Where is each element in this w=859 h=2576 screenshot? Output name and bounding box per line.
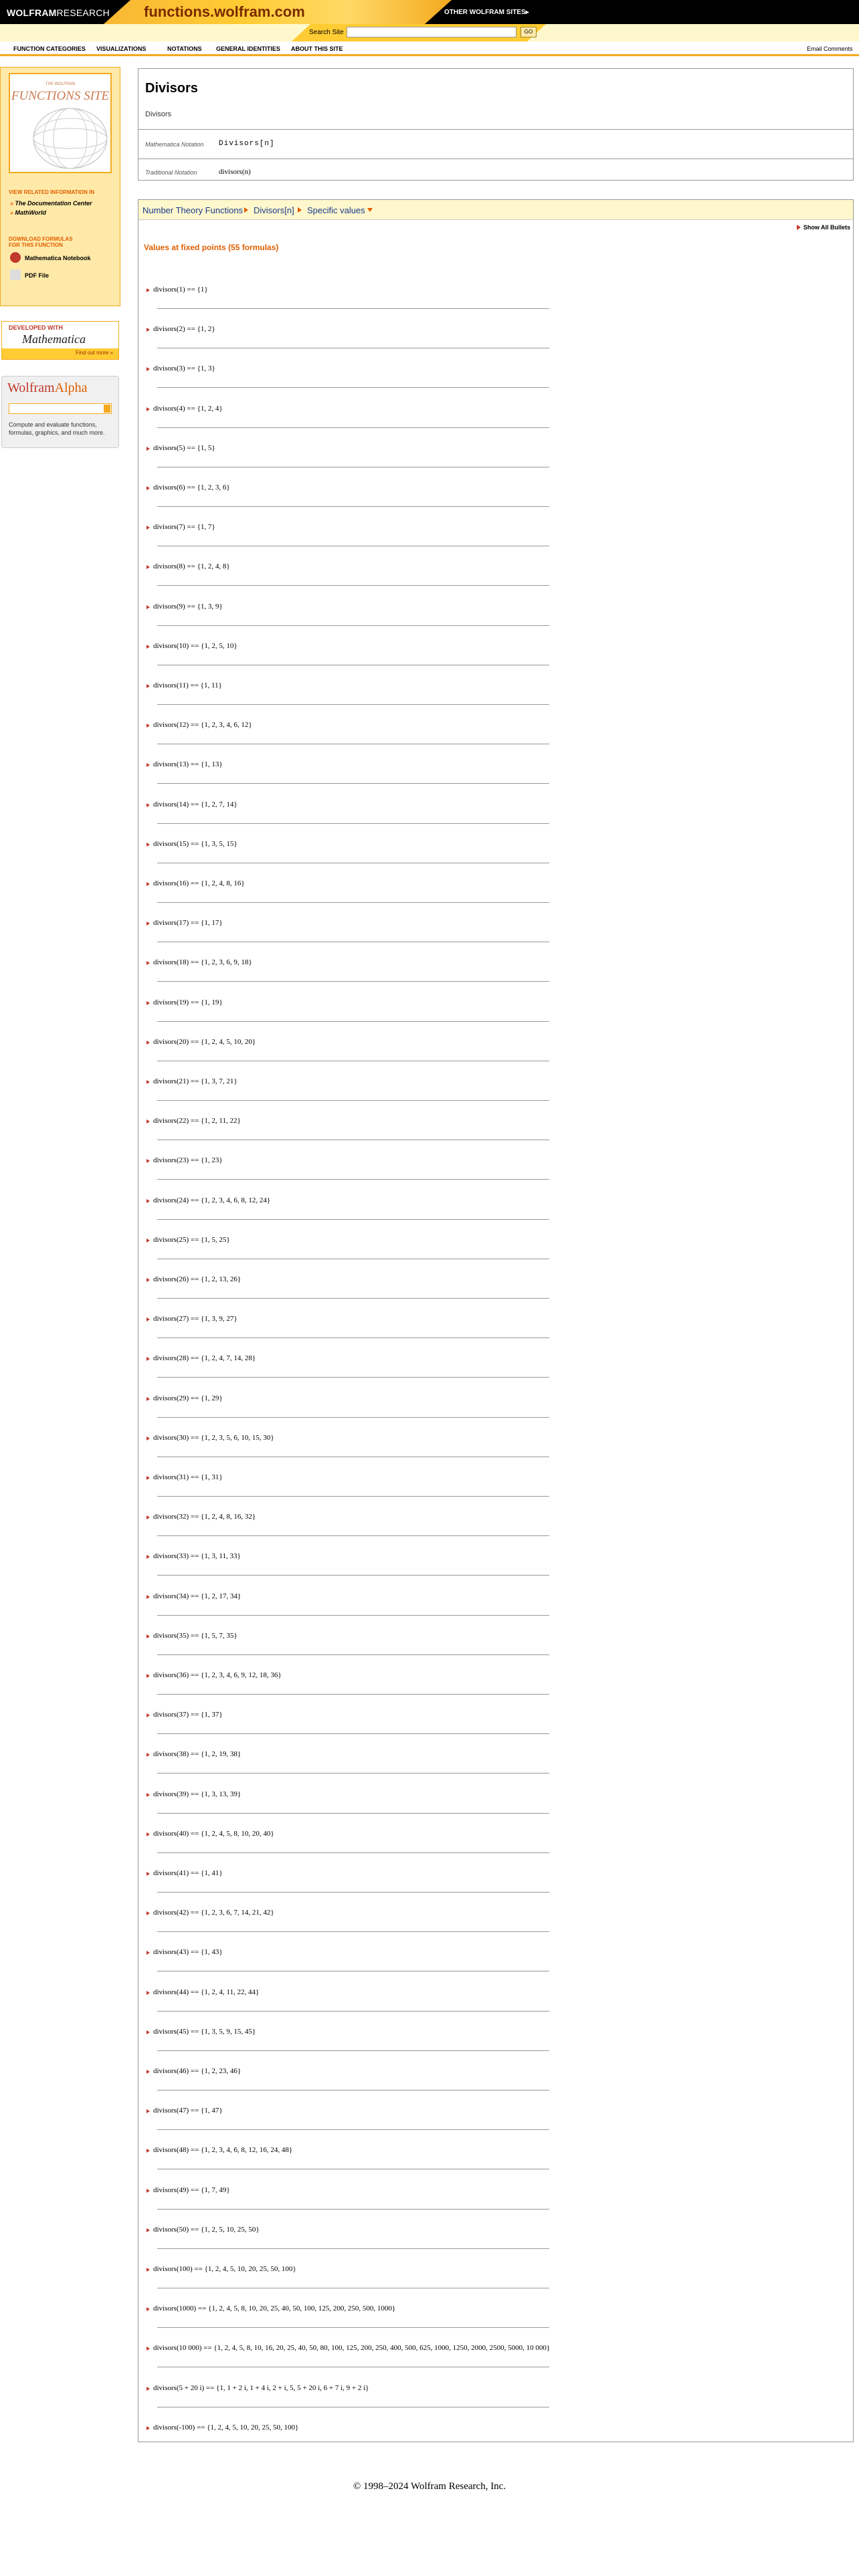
formula-item[interactable]: divisors(37) == {1, 37} — [153, 1711, 223, 1719]
formula-bullet-icon[interactable] — [147, 803, 150, 807]
formula-item[interactable]: divisors(16) == {1, 2, 4, 8, 16} — [153, 879, 245, 887]
brand-bold: WOLFRAM — [7, 7, 57, 18]
formula-bullet-icon[interactable] — [147, 1317, 150, 1321]
formula-bullet-icon[interactable] — [147, 2189, 150, 2193]
formula-separator — [157, 387, 549, 388]
nav-function-categories[interactable]: FUNCTION CATEGORIES — [13, 45, 86, 52]
formula-item[interactable]: divisors(26) == {1, 2, 13, 26} — [153, 1275, 242, 1283]
nav-visualizations[interactable]: VISUALIZATIONS — [96, 45, 147, 52]
formula-bullet-icon[interactable] — [147, 2030, 150, 2034]
formula-item[interactable]: divisors(10 000) == {1, 2, 4, 5, 8, 10, 16, 20, 25, 40, 50, 80, 100, 125, 200, 250, 400, 500, 625, 1000, 1250, 2000, 2500, 5000, 10 000} — [153, 2344, 551, 2353]
formula-separator — [157, 506, 549, 507]
formula-bullet-icon[interactable] — [147, 288, 150, 292]
traditional-notation-value: divisors(n) — [219, 168, 251, 176]
formula-separator — [157, 427, 549, 428]
email-comments-link[interactable]: Email Comments — [807, 45, 853, 52]
nav-notations[interactable]: NOTATIONS — [167, 45, 202, 52]
formula-bullet-icon[interactable] — [147, 1357, 150, 1361]
chevron-right-icon — [298, 207, 302, 213]
formula-separator — [157, 1179, 549, 1180]
formula-item[interactable]: divisors(5) == {1, 5} — [153, 443, 215, 452]
formula-bullet-icon[interactable] — [147, 328, 150, 332]
formula-separator — [157, 1892, 549, 1893]
formula-bullet-icon[interactable] — [147, 2268, 150, 2272]
formula-separator — [157, 1337, 549, 1338]
formula-bullet-icon[interactable] — [147, 1278, 150, 1282]
formula-item[interactable]: divisors(6) == {1, 2, 3, 6} — [153, 484, 230, 492]
formula-bullet-icon[interactable] — [147, 763, 150, 767]
mathematica-notebook-link[interactable]: Mathematica Notebook — [25, 255, 91, 261]
formula-bullet-icon[interactable] — [147, 2387, 150, 2391]
formula-item[interactable]: divisors(25) == {1, 5, 25} — [153, 1235, 230, 1244]
other-sites-menu[interactable]: OTHER WOLFRAM SITES▸ — [444, 9, 529, 16]
formula-item[interactable]: divisors(27) == {1, 3, 9, 27} — [153, 1315, 237, 1323]
divider — [138, 158, 853, 159]
show-all-bullets-button[interactable]: Show All Bullets — [803, 224, 850, 231]
formula-item[interactable]: divisors(46) == {1, 2, 23, 46} — [153, 2067, 242, 2075]
mathematica-notebook-icon — [10, 252, 21, 263]
nav-bar — [0, 41, 859, 56]
formula-item[interactable]: divisors(28) == {1, 2, 4, 7, 14, 28} — [153, 1354, 256, 1363]
formula-separator — [157, 1219, 549, 1220]
formula-bullet-icon[interactable] — [147, 447, 150, 451]
formula-separator — [157, 308, 549, 309]
formula-item[interactable]: divisors(13) == {1, 13} — [153, 760, 223, 769]
wolfram-alpha-description: Compute and evaluate functions, formulas, graphics, and much more. — [9, 421, 105, 436]
formula-item[interactable]: divisors(2) == {1, 2} — [153, 325, 215, 334]
mathematica-notation-value: Divisors[n] — [219, 140, 275, 148]
formula-item[interactable]: divisors(24) == {1, 2, 3, 4, 6, 8, 12, 24} — [153, 1196, 271, 1204]
formula-item[interactable]: divisors(44) == {1, 2, 4, 11, 22, 44} — [153, 1988, 260, 1996]
download-heading-line-2: FOR THIS FUNCTION — [9, 242, 63, 248]
formula-bullet-icon[interactable] — [147, 1634, 150, 1638]
mathworld-link[interactable] — [10, 209, 46, 216]
formula-bullet-icon[interactable] — [147, 407, 150, 411]
formula-separator — [157, 1852, 549, 1853]
formula-item[interactable]: divisors(12) == {1, 2, 3, 4, 6, 12} — [153, 721, 252, 730]
formula-separator — [157, 1575, 549, 1576]
page-title: Divisors — [145, 81, 198, 96]
pdf-file-icon — [10, 270, 21, 280]
logo-small-text: THE WOLFRAM — [45, 82, 76, 86]
formula-bullet-icon[interactable] — [147, 1832, 150, 1836]
related-link-label: The Documentation Center — [15, 200, 92, 207]
formula-bullet-icon[interactable] — [147, 486, 150, 490]
formula-item[interactable]: divisors(50) == {1, 2, 5, 10, 25, 50} — [153, 2225, 260, 2234]
wolfram-alpha-widget — [1, 376, 119, 448]
formula-bullet-icon[interactable] — [147, 2426, 150, 2430]
formula-bullet-icon[interactable] — [147, 1041, 150, 1045]
section-heading: Values at fixed points (55 formulas) — [144, 243, 279, 252]
formula-bullet-icon[interactable] — [147, 1515, 150, 1519]
formula-separator — [157, 1417, 549, 1418]
formula-item[interactable]: divisors(38) == {1, 2, 19, 38} — [153, 1750, 242, 1759]
formula-item[interactable]: divisors(3) == {1, 3} — [153, 364, 215, 373]
formula-item[interactable]: divisors(1) == {1} — [153, 286, 208, 294]
formula-item[interactable]: divisors(11) == {1, 11} — [153, 681, 222, 689]
formula-separator — [157, 1535, 549, 1536]
formula-separator — [157, 1931, 549, 1932]
find-out-more-link[interactable]: Find out more » — [75, 350, 113, 356]
formula-item[interactable]: divisors(40) == {1, 2, 4, 5, 8, 10, 20, 40} — [153, 1829, 274, 1838]
show-all-arrow-icon — [797, 225, 801, 230]
wa-logo-a: Wolfram — [7, 381, 55, 395]
formula-separator — [157, 1773, 549, 1774]
formula-item[interactable]: divisors(1000) == {1, 2, 4, 5, 8, 10, 20, 25, 40, 50, 100, 125, 200, 250, 500, 1000} — [153, 2304, 396, 2313]
content-panel — [138, 199, 854, 2442]
formula-separator — [157, 2129, 549, 2130]
formula-bullet-icon[interactable] — [147, 1951, 150, 1955]
formula-item[interactable]: divisors(43) == {1, 43} — [153, 1948, 223, 1957]
breadcrumb — [138, 200, 853, 220]
formula-item[interactable]: divisors(14) == {1, 2, 7, 14} — [153, 800, 237, 809]
breadcrumb-divisors[interactable]: Divisors[n] — [254, 205, 294, 215]
wolfram-alpha-logo[interactable] — [7, 381, 87, 396]
formula-item[interactable]: divisors(9) == {1, 3, 9} — [153, 602, 223, 611]
chevron-right-icon — [244, 207, 248, 213]
search-go-button[interactable]: GO — [520, 27, 537, 37]
functions-site-logo[interactable] — [9, 73, 112, 173]
formula-bullet-icon[interactable] — [147, 1239, 150, 1243]
developed-with-heading: DEVELOPED WITH — [9, 324, 64, 331]
formula-bullet-icon[interactable] — [147, 1555, 150, 1559]
formula-item[interactable]: divisors(49) == {1, 7, 49} — [153, 2185, 230, 2194]
nav-about-this-site[interactable]: ABOUT THIS SITE — [291, 45, 343, 52]
formula-separator — [157, 2327, 549, 2328]
formula-bullet-icon[interactable] — [147, 645, 150, 649]
formula-separator — [157, 2248, 549, 2249]
formula-bullet-icon[interactable] — [147, 2070, 150, 2074]
formula-bullet-icon[interactable] — [147, 1436, 150, 1440]
formula-separator — [157, 2050, 549, 2051]
formula-bullet-icon[interactable] — [147, 1159, 150, 1163]
formula-item[interactable]: divisors(33) == {1, 3, 11, 33} — [153, 1552, 241, 1561]
formula-separator — [157, 1654, 549, 1655]
site-name-link[interactable]: functions.wolfram.com — [144, 3, 305, 20]
formula-item[interactable]: divisors(19) == {1, 19} — [153, 998, 223, 1006]
formula-item[interactable]: divisors(36) == {1, 2, 3, 4, 6, 9, 12, 18, 36} — [153, 1671, 282, 1679]
footer-copyright: © 1998–2024 Wolfram Research, Inc. — [353, 2481, 506, 2492]
formula-item[interactable]: divisors(42) == {1, 2, 3, 6, 7, 14, 21, 42} — [153, 1909, 274, 1917]
formula-bullet-icon[interactable] — [147, 724, 150, 728]
formula-item[interactable]: divisors(22) == {1, 2, 11, 22} — [153, 1117, 241, 1125]
formula-bullet-icon[interactable] — [147, 1713, 150, 1717]
formula-item[interactable]: divisors(31) == {1, 31} — [153, 1473, 223, 1481]
formula-item[interactable]: divisors(35) == {1, 5, 7, 35} — [153, 1631, 237, 1640]
formula-separator — [157, 2209, 549, 2210]
title-panel — [138, 68, 854, 181]
formula-bullet-icon[interactable] — [147, 1119, 150, 1123]
formula-separator — [157, 1021, 549, 1022]
traditional-notation-label: Traditional Notation — [145, 169, 197, 176]
formula-item[interactable]: divisors(21) == {1, 3, 7, 21} — [153, 1077, 237, 1085]
chevron-down-icon[interactable] — [367, 208, 373, 212]
formula-bullet-icon[interactable] — [147, 1397, 150, 1401]
formula-bullet-icon[interactable] — [147, 882, 150, 886]
download-heading-line-1: DOWNLOAD FORMULAS — [9, 236, 73, 242]
formula-bullet-icon[interactable] — [147, 1991, 150, 1995]
formula-separator — [157, 1377, 549, 1378]
formula-bullet-icon[interactable] — [147, 605, 150, 609]
formula-separator — [157, 704, 549, 705]
formula-bullet-icon[interactable] — [147, 684, 150, 688]
formula-bullet-icon[interactable] — [147, 1476, 150, 1480]
documentation-center-link[interactable] — [10, 200, 92, 207]
formula-bullet-icon[interactable] — [147, 961, 150, 965]
formula-bullet-icon[interactable] — [147, 843, 150, 847]
formula-bullet-icon[interactable] — [147, 922, 150, 926]
formula-bullet-icon[interactable] — [147, 1911, 150, 1915]
formula-bullet-icon[interactable] — [147, 2149, 150, 2153]
formula-bullet-icon[interactable] — [147, 565, 150, 569]
formula-bullet-icon[interactable] — [147, 2109, 150, 2113]
bullet-icon: » — [10, 200, 15, 207]
developed-with-mathematica-banner[interactable] — [1, 321, 119, 360]
formula-separator — [157, 1694, 549, 1695]
formula-separator — [157, 1298, 549, 1299]
formula-bullet-icon[interactable] — [147, 1199, 150, 1203]
formula-item[interactable]: divisors(30) == {1, 2, 3, 5, 6, 10, 15, 30} — [153, 1433, 274, 1442]
formula-item[interactable]: divisors(15) == {1, 3, 5, 15} — [153, 839, 237, 848]
formula-separator — [157, 823, 549, 824]
formula-separator — [157, 625, 549, 626]
related-link-label: MathWorld — [15, 209, 46, 216]
formula-separator — [157, 1733, 549, 1734]
formula-bullet-icon[interactable] — [147, 2347, 150, 2351]
related-info-heading: VIEW RELATED INFORMATION IN — [9, 189, 95, 195]
formula-item[interactable]: divisors(7) == {1, 7} — [153, 523, 215, 532]
formula-item[interactable]: divisors(41) == {1, 41} — [153, 1869, 223, 1877]
mathematica-notation-label: Mathematica Notation — [145, 141, 204, 148]
formula-item[interactable]: divisors(23) == {1, 23} — [153, 1156, 223, 1165]
formula-bullet-icon[interactable] — [147, 1872, 150, 1876]
formula-bullet-icon[interactable] — [147, 1753, 150, 1757]
formula-bullet-icon[interactable] — [147, 1793, 150, 1797]
formula-bullet-icon[interactable] — [147, 1595, 150, 1599]
wolfram-research-logo[interactable] — [7, 7, 110, 18]
formula-item[interactable]: divisors(18) == {1, 2, 3, 6, 9, 18} — [153, 958, 252, 967]
divider — [138, 129, 853, 130]
breadcrumb-number-theory[interactable]: Number Theory Functions — [142, 205, 244, 215]
formula-item[interactable]: divisors(10) == {1, 2, 5, 10} — [153, 641, 237, 650]
logo-sphere-icon — [10, 105, 110, 172]
formula-item[interactable]: divisors(20) == {1, 2, 4, 5, 10, 20} — [153, 1037, 256, 1046]
bullet-icon: » — [10, 209, 15, 216]
formula-item[interactable]: divisors(32) == {1, 2, 4, 8, 16, 32} — [153, 1513, 256, 1521]
formula-item[interactable]: divisors(8) == {1, 2, 4, 8} — [153, 562, 230, 571]
formula-item[interactable]: divisors(34) == {1, 2, 17, 34} — [153, 1592, 242, 1600]
formula-separator — [157, 1496, 549, 1497]
wa-logo-b: Alpha — [54, 381, 88, 395]
formula-separator — [157, 1813, 549, 1814]
formula-item[interactable]: divisors(48) == {1, 2, 3, 4, 6, 8, 12, 16, 24, 48} — [153, 2146, 293, 2155]
search-input[interactable] — [347, 27, 516, 37]
formula-separator — [157, 902, 549, 903]
formula-separator — [157, 1100, 549, 1101]
formula-item[interactable]: divisors(45) == {1, 3, 5, 9, 15, 45} — [153, 2027, 256, 2036]
formula-item[interactable]: divisors(-100) == {1, 2, 4, 5, 10, 20, 25, 50, 100} — [153, 2423, 299, 2432]
formula-bullet-icon[interactable] — [147, 1080, 150, 1084]
search-label: Search Site — [309, 29, 344, 36]
formula-item[interactable]: divisors(47) == {1, 47} — [153, 2107, 223, 2115]
formula-item[interactable]: divisors(39) == {1, 3, 13, 39} — [153, 1790, 242, 1798]
formula-bullet-icon[interactable] — [147, 2307, 150, 2311]
formula-item[interactable]: divisors(17) == {1, 17} — [153, 919, 223, 928]
formula-item[interactable]: divisors(29) == {1, 29} — [153, 1394, 223, 1402]
formula-bullet-icon[interactable] — [147, 526, 150, 530]
formula-bullet-icon[interactable] — [147, 2228, 150, 2232]
page-subtitle: Divisors — [145, 110, 172, 118]
formula-bullet-icon[interactable] — [147, 367, 150, 371]
formula-bullet-icon[interactable] — [147, 1001, 150, 1005]
download-heading — [9, 236, 73, 248]
formula-item[interactable]: divisors(5 + 20 i) == {1, 1 + 2 i, 1 + 4 i, 2 + i, 5, 5 + 20 i, 6 + 7 i, 9 + 2 i} — [153, 2383, 369, 2392]
formula-separator — [157, 783, 549, 784]
formula-separator — [157, 1615, 549, 1616]
logo-title: FUNCTIONS SITE — [11, 89, 110, 103]
formula-bullet-icon[interactable] — [147, 1674, 150, 1678]
wolfram-alpha-input[interactable] — [9, 403, 112, 414]
breadcrumb-specific-values[interactable]: Specific values — [307, 205, 365, 215]
formula-item[interactable]: divisors(100) == {1, 2, 4, 5, 10, 20, 25, 50, 100} — [153, 2265, 296, 2273]
nav-general-identities[interactable]: GENERAL IDENTITIES — [216, 45, 280, 52]
pdf-file-link[interactable]: PDF File — [25, 272, 50, 279]
formula-separator — [157, 2011, 549, 2012]
mathematica-logo: Mathematica — [22, 332, 86, 346]
wolfram-alpha-go-button[interactable] — [104, 405, 110, 413]
formula-separator — [157, 981, 549, 982]
brand-thin: RESEARCH — [56, 7, 110, 18]
sidebar — [0, 67, 120, 306]
formula-separator — [157, 585, 549, 586]
formula-item[interactable]: divisors(4) == {1, 2, 4} — [153, 404, 223, 413]
